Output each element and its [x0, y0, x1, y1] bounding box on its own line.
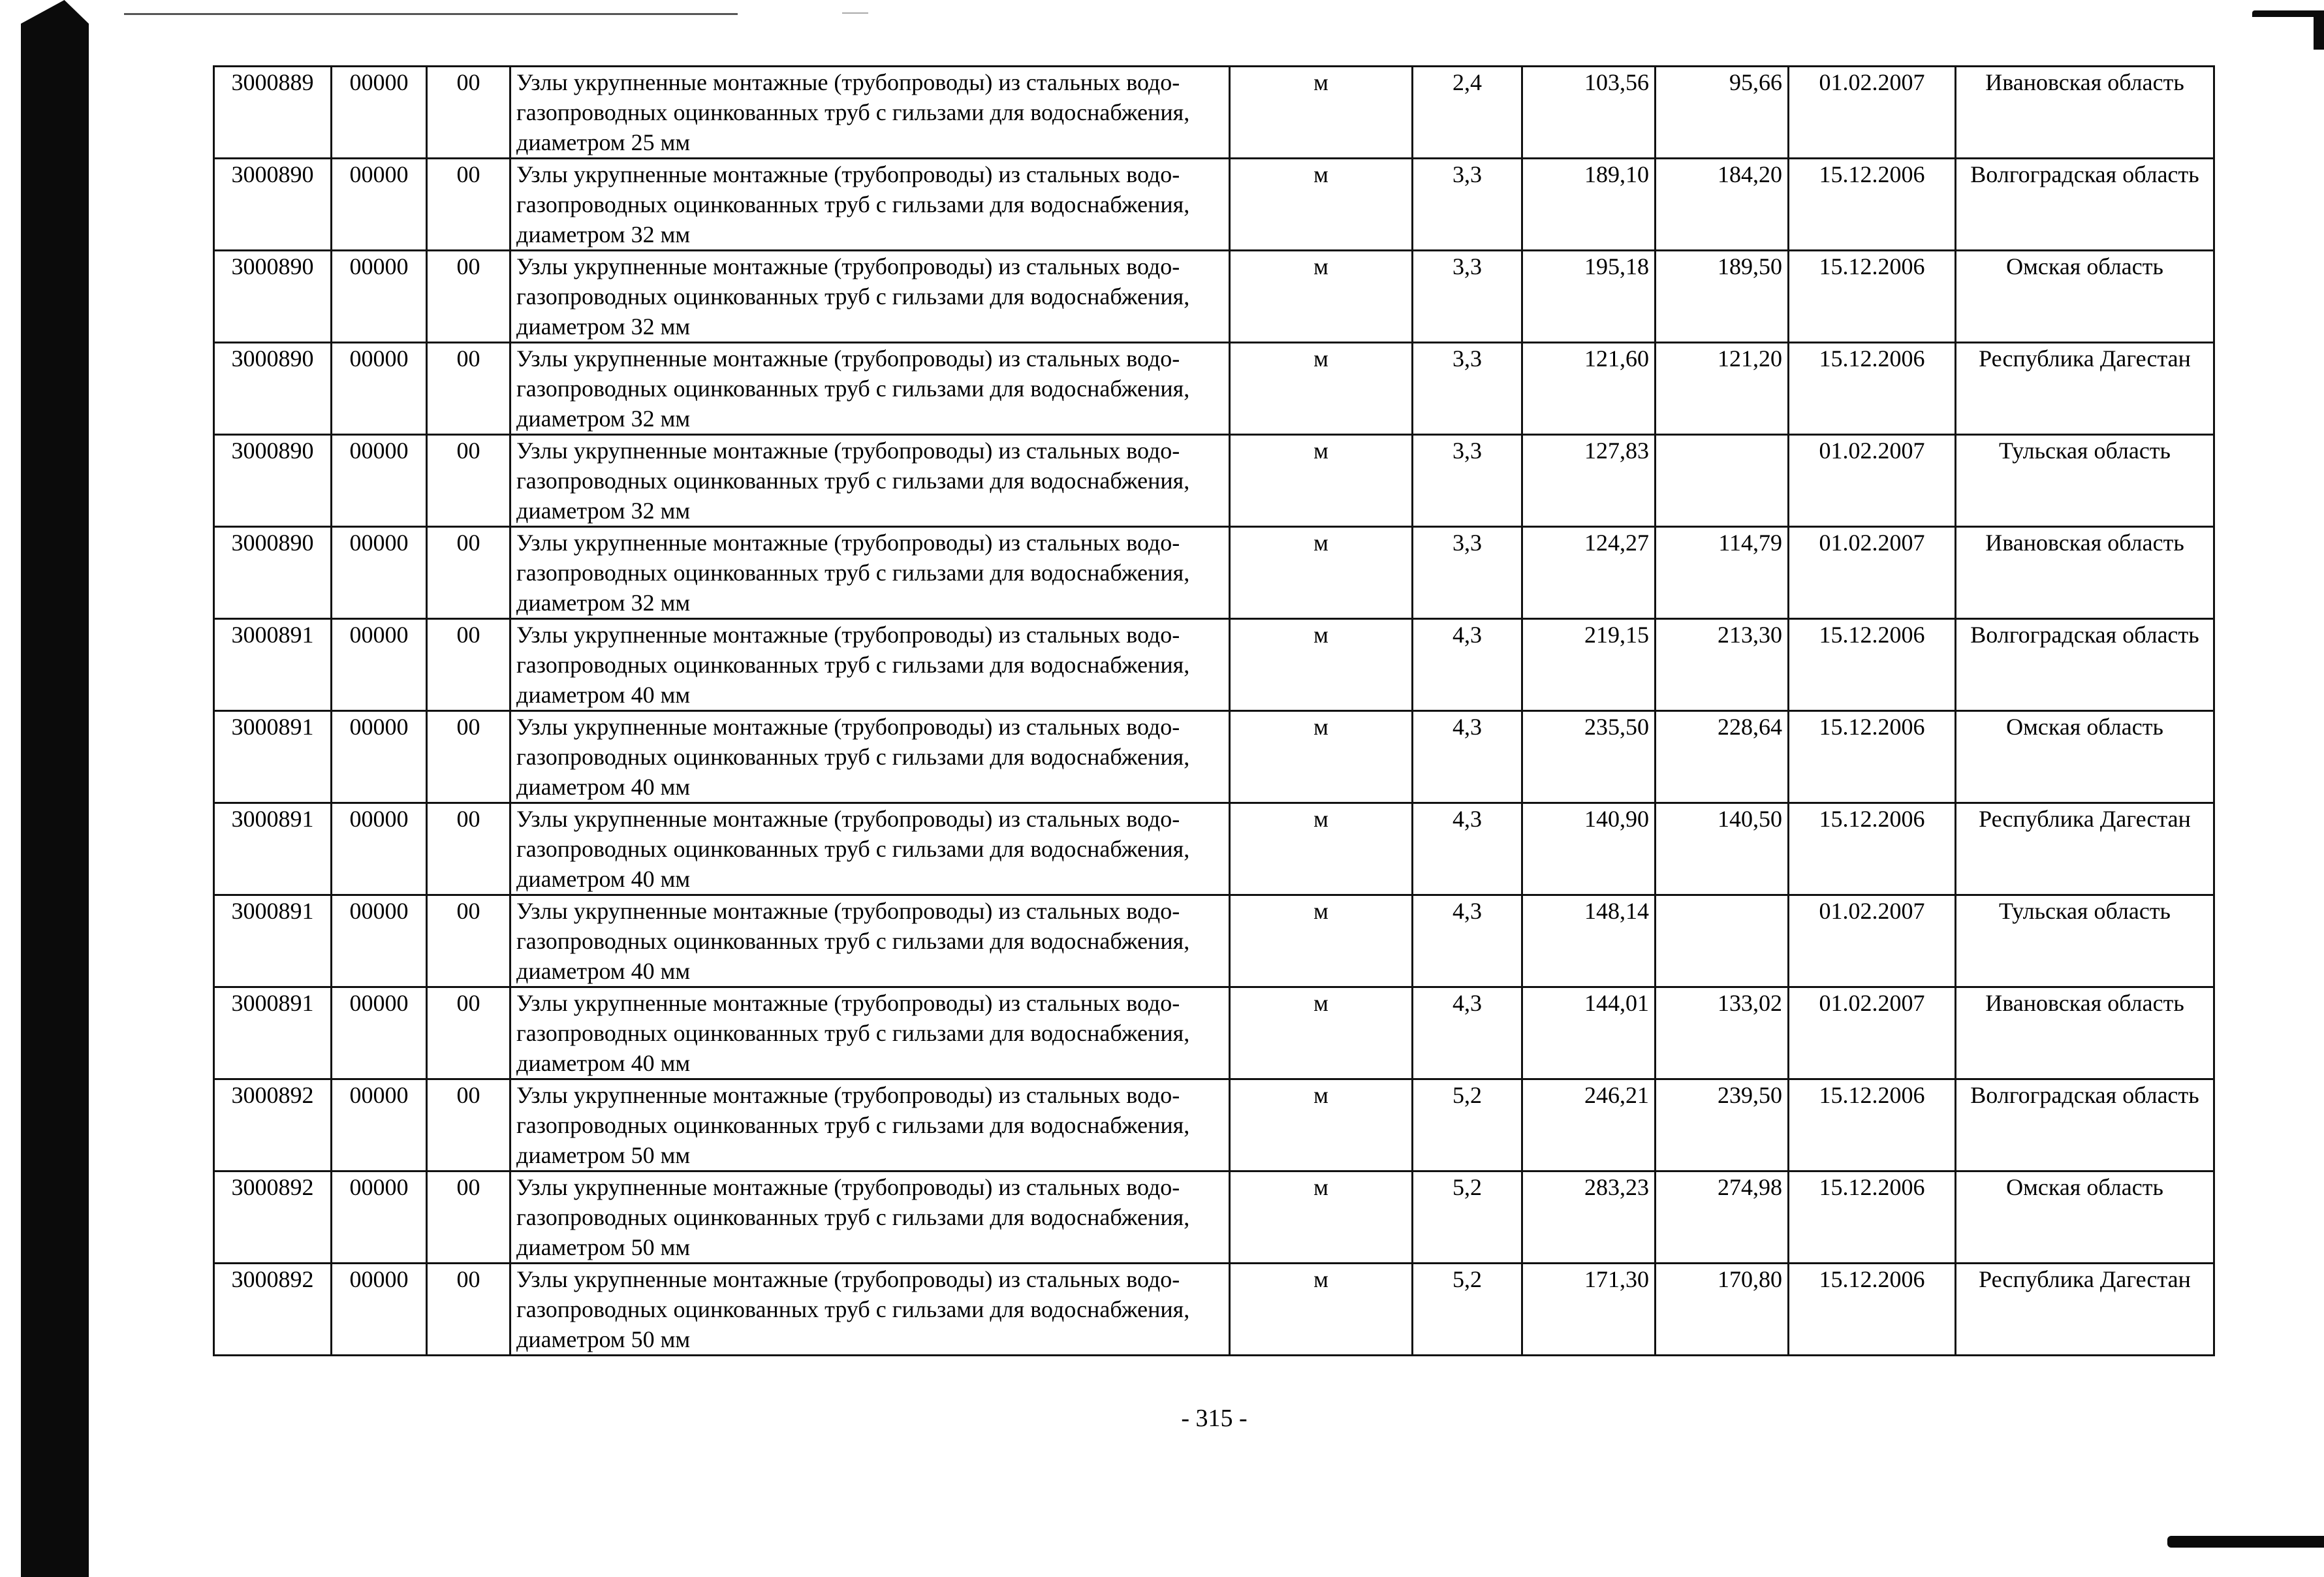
cell-subcode2: 00	[427, 343, 510, 435]
cell-subcode2: 00	[427, 987, 510, 1079]
cell-price-1: 189,10	[1522, 159, 1656, 251]
cell-subcode: 00000	[332, 67, 427, 159]
cell-region: Ивановская область	[1956, 527, 2214, 619]
cell-price-2: 140,50	[1656, 803, 1789, 895]
cell-unit: м	[1230, 527, 1413, 619]
cell-code: 3000891	[214, 619, 332, 711]
cell-subcode: 00000	[332, 343, 427, 435]
cell-subcode: 00000	[332, 895, 427, 987]
cell-mass: 4,3	[1413, 895, 1522, 987]
cell-price-1: 140,90	[1522, 803, 1656, 895]
cell-mass: 4,3	[1413, 803, 1522, 895]
cell-price-1: 144,01	[1522, 987, 1656, 1079]
table-row	[214, 159, 2214, 251]
table-row	[214, 1264, 2214, 1356]
cell-code: 3000892	[214, 1171, 332, 1264]
cell-name: Узлы укрупненные монтажные (трубопроводы) из стальных водо-газопроводных оцинкованных труб с гильзами для водоснабжения, диаметром 50 мм	[510, 1079, 1230, 1171]
cell-price-1: 235,50	[1522, 711, 1656, 803]
cell-mass: 3,3	[1413, 159, 1522, 251]
table-row	[214, 435, 2214, 527]
cell-price-2: 121,20	[1656, 343, 1789, 435]
cell-name: Узлы укрупненные монтажные (трубопроводы) из стальных водо-газопроводных оцинкованных труб с гильзами для водоснабжения, диаметром 32 мм	[510, 435, 1230, 527]
scan-line-top-fragment	[842, 12, 868, 14]
cell-name: Узлы укрупненные монтажные (трубопроводы) из стальных водо-газопроводных оцинкованных труб с гильзами для водоснабжения, диаметром 25 мм	[510, 67, 1230, 159]
scan-edge-left	[21, 0, 89, 1577]
cell-mass: 4,3	[1413, 711, 1522, 803]
cell-price-2: 213,30	[1656, 619, 1789, 711]
cell-region: Республика Дагестан	[1956, 1264, 2214, 1356]
cell-name: Узлы укрупненные монтажные (трубопроводы) из стальных водо-газопроводных оцинкованных труб с гильзами для водоснабжения, диаметром 40 мм	[510, 987, 1230, 1079]
table-row	[214, 1171, 2214, 1264]
cell-date: 01.02.2007	[1789, 435, 1956, 527]
page-number: - 315 -	[1181, 1405, 1248, 1432]
cell-unit: м	[1230, 343, 1413, 435]
cell-date: 15.12.2006	[1789, 251, 1956, 343]
cell-subcode: 00000	[332, 1264, 427, 1356]
cell-subcode2: 00	[427, 619, 510, 711]
cell-mass: 3,3	[1413, 251, 1522, 343]
cell-unit: м	[1230, 251, 1413, 343]
cell-unit: м	[1230, 711, 1413, 803]
cell-region: Ивановская область	[1956, 67, 2214, 159]
cell-date: 01.02.2007	[1789, 895, 1956, 987]
cell-name: Узлы укрупненные монтажные (трубопроводы) из стальных водо-газопроводных оцинкованных труб с гильзами для водоснабжения, диаметром 40 мм	[510, 711, 1230, 803]
cell-region: Волгоградская область	[1956, 1079, 2214, 1171]
cell-subcode2: 00	[427, 1171, 510, 1264]
cell-subcode: 00000	[332, 619, 427, 711]
cell-name: Узлы укрупненные монтажные (трубопроводы) из стальных водо-газопроводных оцинкованных труб с гильзами для водоснабжения, диаметром 32 мм	[510, 251, 1230, 343]
scan-mark-bottom-right	[2167, 1536, 2324, 1548]
cell-subcode2: 00	[427, 67, 510, 159]
cell-code: 3000891	[214, 711, 332, 803]
cell-date: 15.12.2006	[1789, 1079, 1956, 1171]
cell-subcode2: 00	[427, 803, 510, 895]
cell-price-1: 148,14	[1522, 895, 1656, 987]
table-row	[214, 1079, 2214, 1171]
cell-price-1: 246,21	[1522, 1079, 1656, 1171]
cell-name: Узлы укрупненные монтажные (трубопроводы) из стальных водо-газопроводных оцинкованных труб с гильзами для водоснабжения, диаметром 32 мм	[510, 527, 1230, 619]
cell-name: Узлы укрупненные монтажные (трубопроводы) из стальных водо-газопроводных оцинкованных труб с гильзами для водоснабжения, диаметром 32 мм	[510, 159, 1230, 251]
cell-mass: 3,3	[1413, 435, 1522, 527]
cell-unit: м	[1230, 159, 1413, 251]
cell-mass: 4,3	[1413, 619, 1522, 711]
cell-unit: м	[1230, 435, 1413, 527]
cell-subcode: 00000	[332, 251, 427, 343]
cell-price-1: 103,56	[1522, 67, 1656, 159]
cell-subcode: 00000	[332, 527, 427, 619]
cell-name: Узлы укрупненные монтажные (трубопроводы) из стальных водо-газопроводных оцинкованных труб с гильзами для водоснабжения, диаметром 40 мм	[510, 895, 1230, 987]
cell-subcode2: 00	[427, 1079, 510, 1171]
cell-name: Узлы укрупненные монтажные (трубопроводы) из стальных водо-газопроводных оцинкованных труб с гильзами для водоснабжения, диаметром 32 мм	[510, 343, 1230, 435]
cell-mass: 5,2	[1413, 1171, 1522, 1264]
cell-price-1: 195,18	[1522, 251, 1656, 343]
cell-region: Омская область	[1956, 711, 2214, 803]
price-table	[213, 65, 2215, 1356]
cell-price-2: 95,66	[1656, 67, 1789, 159]
cell-subcode: 00000	[332, 1079, 427, 1171]
cell-mass: 5,2	[1413, 1264, 1522, 1356]
cell-mass: 4,3	[1413, 987, 1522, 1079]
cell-code: 3000892	[214, 1264, 332, 1356]
cell-subcode: 00000	[332, 435, 427, 527]
cell-mass: 5,2	[1413, 1079, 1522, 1171]
table-row	[214, 67, 2214, 159]
cell-subcode2: 00	[427, 527, 510, 619]
cell-region: Омская область	[1956, 251, 2214, 343]
cell-price-2: 133,02	[1656, 987, 1789, 1079]
cell-date: 01.02.2007	[1789, 527, 1956, 619]
cell-date: 15.12.2006	[1789, 159, 1956, 251]
cell-unit: м	[1230, 67, 1413, 159]
cell-date: 01.02.2007	[1789, 987, 1956, 1079]
table-row	[214, 343, 2214, 435]
cell-region: Республика Дагестан	[1956, 803, 2214, 895]
cell-price-1: 124,27	[1522, 527, 1656, 619]
cell-date: 15.12.2006	[1789, 711, 1956, 803]
cell-region: Республика Дагестан	[1956, 343, 2214, 435]
cell-unit: м	[1230, 1079, 1413, 1171]
cell-mass: 3,3	[1413, 343, 1522, 435]
cell-mass: 3,3	[1413, 527, 1522, 619]
cell-price-2: 239,50	[1656, 1079, 1789, 1171]
cell-code: 3000890	[214, 251, 332, 343]
cell-subcode: 00000	[332, 159, 427, 251]
table-row	[214, 711, 2214, 803]
table-row	[214, 527, 2214, 619]
cell-price-2: 274,98	[1656, 1171, 1789, 1264]
cell-code: 3000890	[214, 159, 332, 251]
cell-price-2: 170,80	[1656, 1264, 1789, 1356]
cell-region: Тульская область	[1956, 895, 2214, 987]
cell-price-2: 184,20	[1656, 159, 1789, 251]
table-row	[214, 987, 2214, 1079]
cell-subcode2: 00	[427, 251, 510, 343]
cell-subcode2: 00	[427, 1264, 510, 1356]
cell-unit: м	[1230, 619, 1413, 711]
cell-price-1: 171,30	[1522, 1264, 1656, 1356]
cell-unit: м	[1230, 895, 1413, 987]
cell-region: Тульская область	[1956, 435, 2214, 527]
cell-code: 3000890	[214, 435, 332, 527]
cell-date: 15.12.2006	[1789, 619, 1956, 711]
cell-date: 15.12.2006	[1789, 803, 1956, 895]
cell-code: 3000892	[214, 1079, 332, 1171]
cell-subcode: 00000	[332, 1171, 427, 1264]
cell-name: Узлы укрупненные монтажные (трубопроводы) из стальных водо-газопроводных оцинкованных труб с гильзами для водоснабжения, диаметром 50 мм	[510, 1264, 1230, 1356]
cell-code: 3000891	[214, 895, 332, 987]
cell-unit: м	[1230, 987, 1413, 1079]
cell-price-2	[1656, 895, 1789, 987]
cell-date: 15.12.2006	[1789, 1171, 1956, 1264]
table-row	[214, 803, 2214, 895]
cell-mass: 2,4	[1413, 67, 1522, 159]
cell-region: Омская область	[1956, 1171, 2214, 1264]
cell-code: 3000889	[214, 67, 332, 159]
cell-region: Ивановская область	[1956, 987, 2214, 1079]
cell-price-2: 114,79	[1656, 527, 1789, 619]
cell-subcode2: 00	[427, 435, 510, 527]
cell-subcode: 00000	[332, 987, 427, 1079]
cell-price-2: 228,64	[1656, 711, 1789, 803]
cell-code: 3000890	[214, 527, 332, 619]
table-row	[214, 251, 2214, 343]
cell-subcode2: 00	[427, 895, 510, 987]
cell-subcode: 00000	[332, 711, 427, 803]
cell-unit: м	[1230, 1264, 1413, 1356]
cell-date: 15.12.2006	[1789, 343, 1956, 435]
cell-price-2: 189,50	[1656, 251, 1789, 343]
table-row	[214, 619, 2214, 711]
cell-price-1: 127,83	[1522, 435, 1656, 527]
cell-name: Узлы укрупненные монтажные (трубопроводы) из стальных водо-газопроводных оцинкованных труб с гильзами для водоснабжения, диаметром 40 мм	[510, 619, 1230, 711]
cell-unit: м	[1230, 1171, 1413, 1264]
cell-region: Волгоградская область	[1956, 159, 2214, 251]
scan-line-top	[124, 13, 738, 15]
cell-subcode2: 00	[427, 711, 510, 803]
cell-subcode2: 00	[427, 159, 510, 251]
cell-unit: м	[1230, 803, 1413, 895]
cell-code: 3000891	[214, 987, 332, 1079]
cell-price-1: 219,15	[1522, 619, 1656, 711]
cell-price-1: 283,23	[1522, 1171, 1656, 1264]
cell-name: Узлы укрупненные монтажные (трубопроводы) из стальных водо-газопроводных оцинкованных труб с гильзами для водоснабжения, диаметром 40 мм	[510, 803, 1230, 895]
cell-price-1: 121,60	[1522, 343, 1656, 435]
cell-date: 01.02.2007	[1789, 67, 1956, 159]
cell-subcode: 00000	[332, 803, 427, 895]
scan-corner-top-right	[2252, 10, 2324, 50]
cell-region: Волгоградская область	[1956, 619, 2214, 711]
table-body	[214, 67, 2214, 1356]
cell-date: 15.12.2006	[1789, 1264, 1956, 1356]
cell-name: Узлы укрупненные монтажные (трубопроводы) из стальных водо-газопроводных оцинкованных труб с гильзами для водоснабжения, диаметром 50 мм	[510, 1171, 1230, 1264]
cell-code: 3000890	[214, 343, 332, 435]
table-row	[214, 895, 2214, 987]
cell-price-2	[1656, 435, 1789, 527]
cell-code: 3000891	[214, 803, 332, 895]
